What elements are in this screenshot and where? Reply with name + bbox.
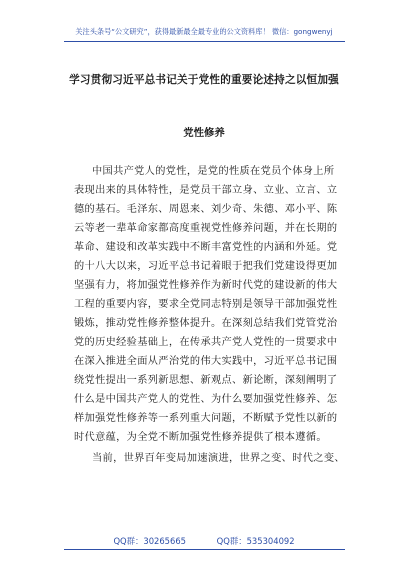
body-line: 的十八大以来，习近平总书记着眼于把我们党建设得更加 xyxy=(74,261,338,272)
footer-contacts xyxy=(0,535,408,547)
header-banner: 关注头条号“公文研究”，获得最新最全最专业的公文资料库！ 微信：gongwenyj xyxy=(75,27,333,36)
body-line: 在深入推进全面从严治党的伟大实践中，习近平总书记围 xyxy=(74,356,338,367)
body-line: 革命、建设和改革实践中不断丰富党性的内涵和外延。党 xyxy=(74,242,338,253)
document-subtitle: 党性修养 xyxy=(183,127,225,139)
body-line: 锻炼，推动党性修养整体提升。在深刻总结我们党管党治 xyxy=(74,318,338,329)
body-line: 时代意蕴，为全党不断加强党性修养提供了根本遵循。 xyxy=(74,432,327,443)
document-title: 学习贯彻习近平总书记关于党性的重要论述持之以恒加强 xyxy=(69,74,339,86)
body-line: 表现出来的具体特性，是党员干部立身、立业、立言、立 xyxy=(74,185,338,196)
body-line: 云等老一辈革命家都高度重视党性修养问题，并在长期的 xyxy=(74,223,338,234)
body-line: 党的历史经验基础上，在传承共产党人党性的一贯要求中 xyxy=(74,337,338,348)
footer-divider xyxy=(64,549,345,550)
footer-qq-group-2: QQ群：535304092 xyxy=(216,536,295,546)
body-line: 样加强党性修养等一系列重大问题，不断赋予党性以新的 xyxy=(74,413,338,424)
body-line: 德的基石。毛泽东、周恩来、刘少奇、朱德、邓小平、陈 xyxy=(74,204,338,215)
body-line: 绕党性提出一系列新思想、新观点、新论断，深刻阐明了 xyxy=(74,375,338,386)
body-line: 工程的重要内容，要求全党同志特别是领导干部加强党性 xyxy=(74,299,338,310)
body-line: 坚强有力，将加强党性修养作为新时代党的建设新的伟大 xyxy=(74,280,338,291)
body-line: 当前，世界百年变局加速演进，世界之变、时代之变、 xyxy=(92,453,345,464)
body-line: 什么是中国共产党人的党性、为什么要加强党性修养、怎 xyxy=(74,394,338,405)
header-divider xyxy=(64,41,345,42)
body-line: 中国共产党人的党性，是党的性质在党员个体身上所 xyxy=(92,166,335,177)
footer-qq-group-1: QQ群：30265665 xyxy=(113,536,186,546)
